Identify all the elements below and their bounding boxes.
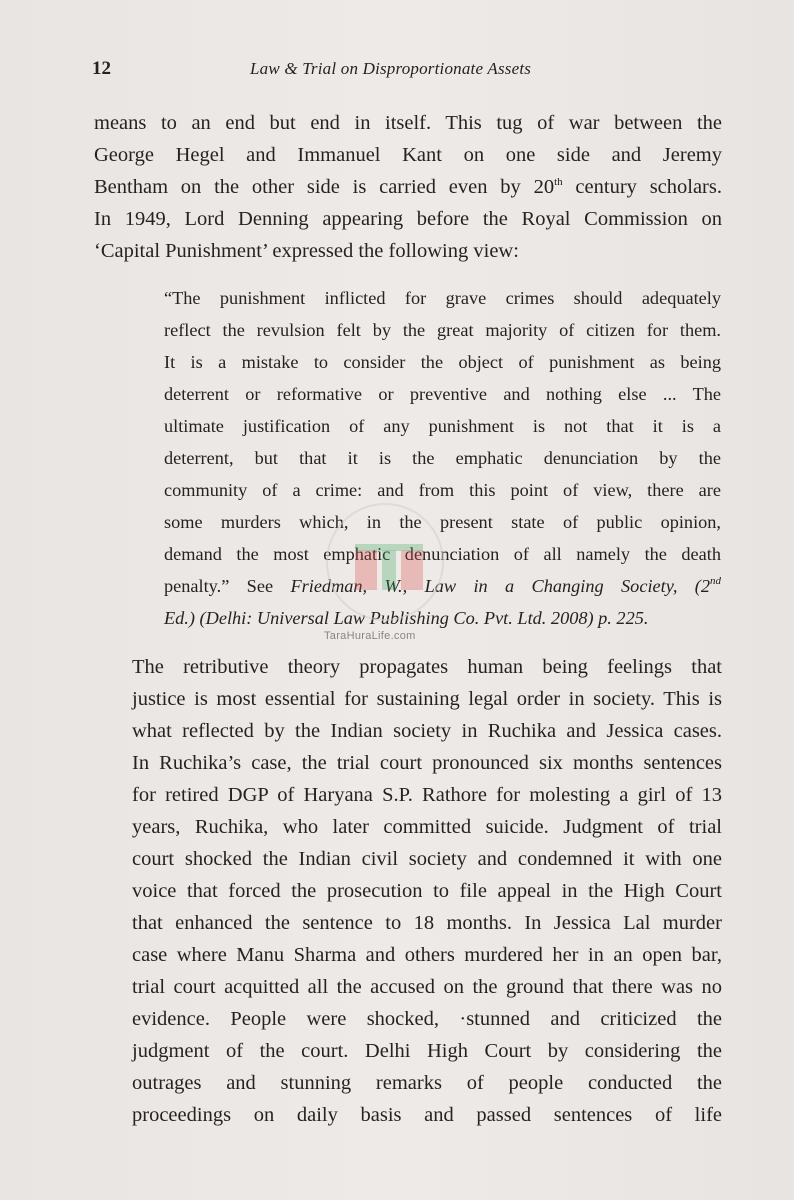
text-line: judgment of the court. Delhi High Court by considering the [132, 1040, 722, 1062]
text-line: years, Ruchika, who later committed suicide. Judgment of trial [132, 816, 722, 838]
text-line: what reflected by the Indian society in Ruchika and Jessica cases. [132, 720, 722, 742]
text-line: court shocked the Indian civil society and condemned it with one [132, 848, 722, 870]
block-quote [164, 282, 721, 634]
text-line: voice that forced the prosecution to file appeal in the High Court [132, 880, 722, 902]
paragraph-2 [94, 651, 722, 1131]
quote-line: “The punishment inflicted for grave crimes should adequately [164, 288, 721, 308]
text-line [94, 171, 722, 203]
text-segment: century scholars. [562, 176, 722, 198]
text-line: trial court acquitted all the accused on the ground that there was no [132, 976, 722, 998]
quote-line: some murders which, in the present state of public opinion, [164, 512, 721, 532]
citation: Friedman, W., Law in a Changing Society, (2 [290, 576, 710, 596]
paragraph-1 [94, 107, 722, 267]
quote-line [164, 570, 721, 602]
superscript: th [554, 176, 563, 188]
text-line: proceedings on daily basis and passed sentences of life [132, 1104, 722, 1126]
text-segment: Bentham on the other side is carried even by 20 [94, 176, 555, 198]
text-line: evidence. People were shocked, ·stunned and criticized the [132, 1008, 722, 1030]
citation-line: Ed.) (Delhi: Universal Law Publishing Co. Pvt. Ltd. 2008) p. 225. [164, 608, 649, 628]
quote-line: ultimate justification of any punishment is not that it is a [164, 416, 721, 436]
running-title: Law & Trial on Disproportionate Assets [250, 59, 532, 78]
text-line: ‘Capital Punishment’ expressed the following view: [94, 240, 519, 262]
page-number: 12 [92, 58, 111, 79]
quote-line: demand the most emphatic denunciation of all namely the death [164, 544, 721, 564]
text-line: case where Manu Sharma and others murdered her in an open bar, [132, 944, 722, 966]
text-line: In 1949, Lord Denning appearing before the Royal Commission on [94, 208, 722, 230]
quote-line: reflect the revulsion felt by the great majority of citizen for them. [164, 320, 721, 340]
text-line: means to an end but end in itself. This tug of war between the [94, 112, 722, 134]
page-header [92, 58, 722, 84]
text-line: for retired DGP of Haryana S.P. Rathore for molesting a girl of 13 [132, 784, 722, 806]
superscript: nd [710, 575, 721, 587]
text-line: The retributive theory propagates human being feelings that [132, 656, 722, 678]
quote-line: community of a crime: and from this point of view, there are [164, 480, 721, 500]
text-segment: penalty.” See [164, 576, 291, 596]
text-line: George Hegel and Immanuel Kant on one side and Jeremy [94, 144, 722, 166]
quote-line: deterrent or reformative or preventive and nothing else ... The [164, 384, 721, 404]
text-line: that enhanced the sentence to 18 months. In Jessica Lal murder [132, 912, 722, 934]
quote-line: deterrent, but that it is the emphatic denunciation by the [164, 448, 721, 468]
text-line: justice is most essential for sustaining legal order in society. This is [132, 688, 722, 710]
text-line: outrages and stunning remarks of people conducted the [132, 1072, 722, 1094]
quote-line: It is a mistake to consider the object of punishment as being [164, 352, 721, 372]
text-line: In Ruchika’s case, the trial court pronounced six months sentences [132, 752, 722, 774]
watermark-site-name: TaraHuraLife.com [324, 630, 416, 642]
